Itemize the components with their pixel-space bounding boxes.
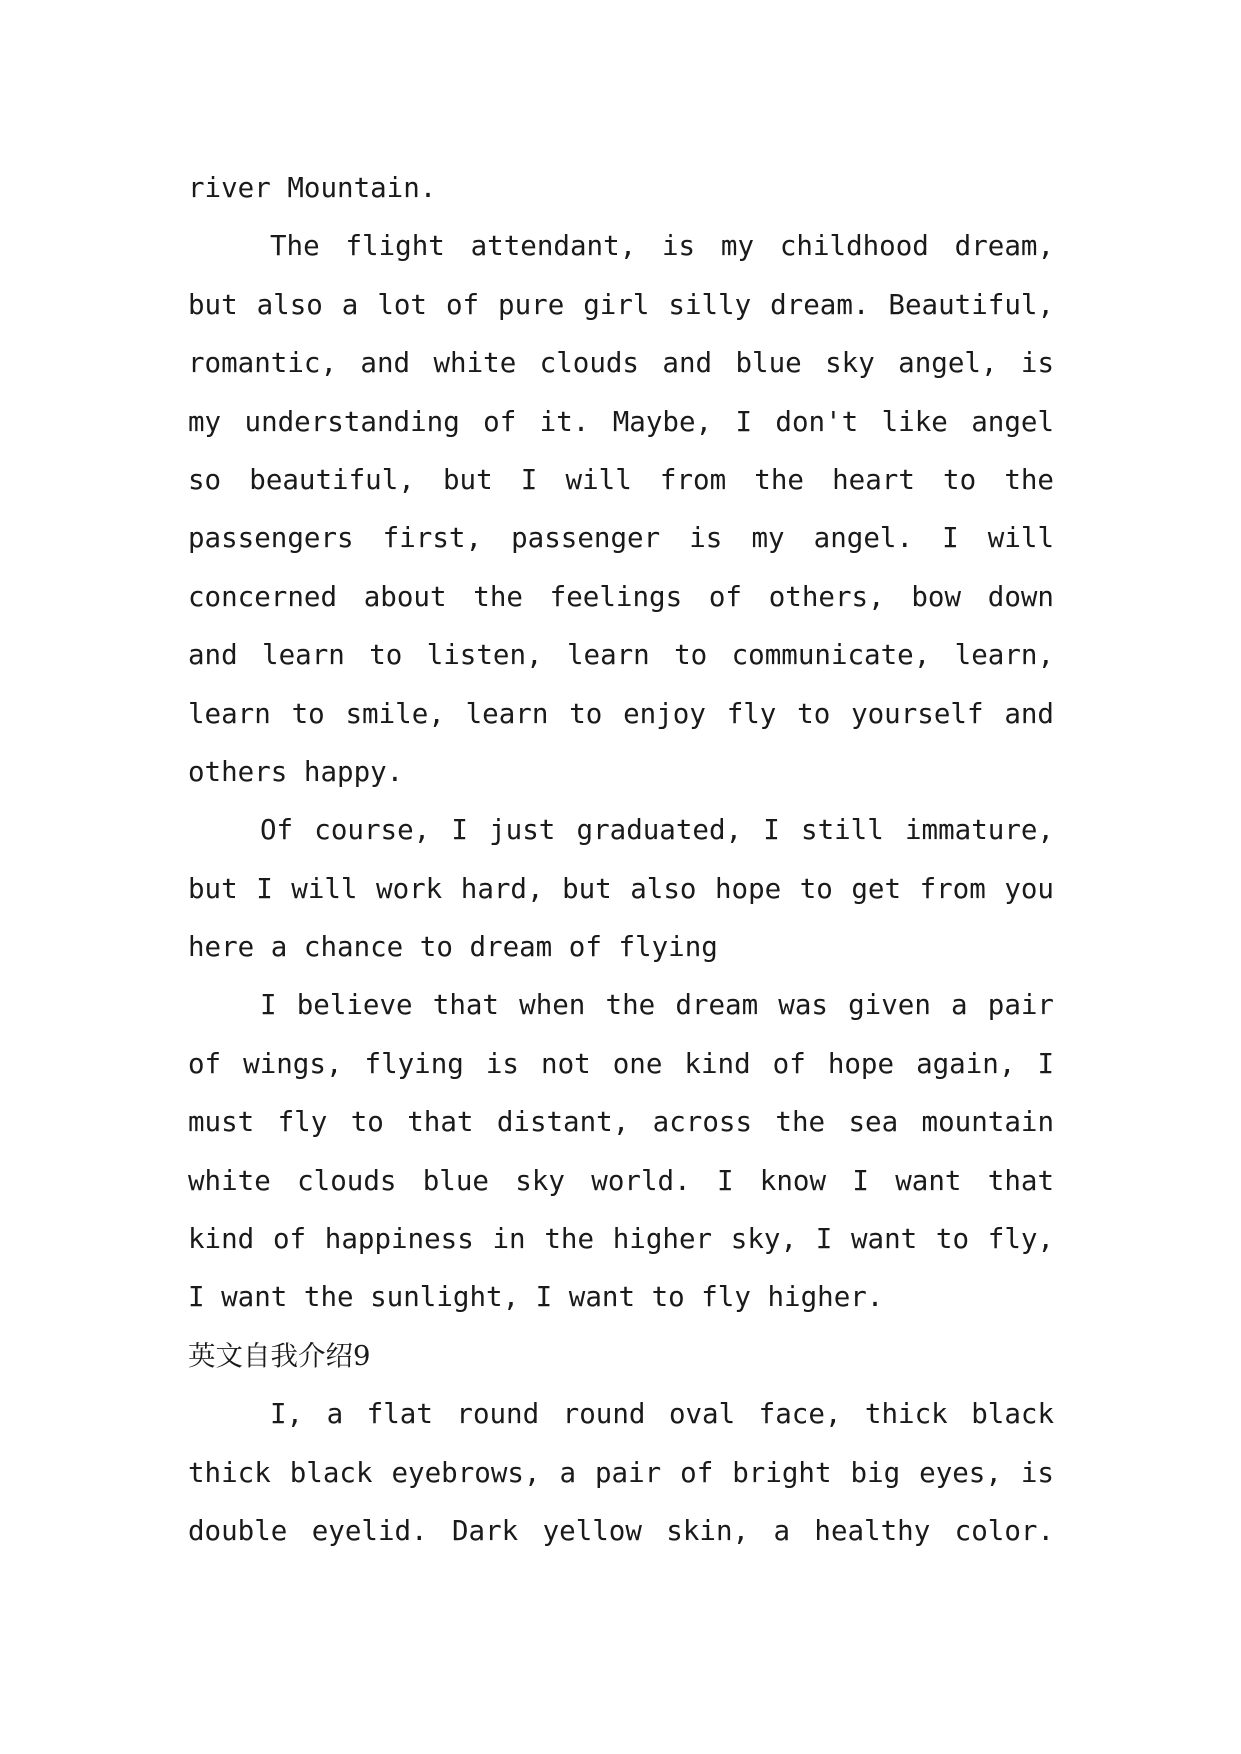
text-line-9: and learn to listen, learn to communicate, learn, xyxy=(188,639,1054,672)
text-line-14: here a chance to dream of flying xyxy=(188,931,718,964)
text-line-17: must fly to that distant, across the sea mountain xyxy=(188,1106,1054,1139)
text-line-2: The flight attendant, is my childhood dream, xyxy=(270,230,1054,263)
text-line-10: learn to smile, learn to enjoy fly to yourself and xyxy=(188,697,1054,730)
text-line-13: but I will work hard, but also hope to get from you xyxy=(188,872,1054,905)
text-line-20: I want the sunlight, I want to fly higher. xyxy=(188,1281,884,1314)
text-line-18: white clouds blue sky world. I know I want that xyxy=(188,1164,1054,1197)
section-heading: 英文自我介绍9 xyxy=(188,1339,371,1372)
text-line-1: river Mountain. xyxy=(188,172,437,204)
text-line-19: kind of happiness in the higher sky, I want to fly, xyxy=(188,1223,1054,1256)
document-body xyxy=(188,159,1054,1560)
text-line-4: romantic, and white clouds and blue sky angel, is xyxy=(188,347,1054,380)
text-line-8: concerned about the feelings of others, bow down xyxy=(188,580,1054,613)
text-line-16: of wings, flying is not one kind of hope again, I xyxy=(188,1047,1054,1080)
text-line-23: thick black eyebrows, a pair of bright big eyes, is xyxy=(188,1456,1054,1489)
text-line-3: but also a lot of pure girl silly dream. Beautiful, xyxy=(188,288,1054,321)
text-line-22: I, a flat round round oval face, thick black xyxy=(270,1398,1054,1431)
text-line-24: double eyelid. Dark yellow skin, a healthy color. xyxy=(188,1514,1054,1547)
text-line-7: passengers first, passenger is my angel. I will xyxy=(188,522,1054,555)
text-line-11: others happy. xyxy=(188,755,404,788)
text-line-5: my understanding of it. Maybe, I don't like angel xyxy=(188,405,1054,438)
text-line-12: Of course, I just graduated, I still immature, xyxy=(260,814,1054,847)
text-line-15: I believe that when the dream was given a pair xyxy=(260,989,1054,1022)
text-line-6: so beautiful, but I will from the heart to the xyxy=(188,463,1054,496)
